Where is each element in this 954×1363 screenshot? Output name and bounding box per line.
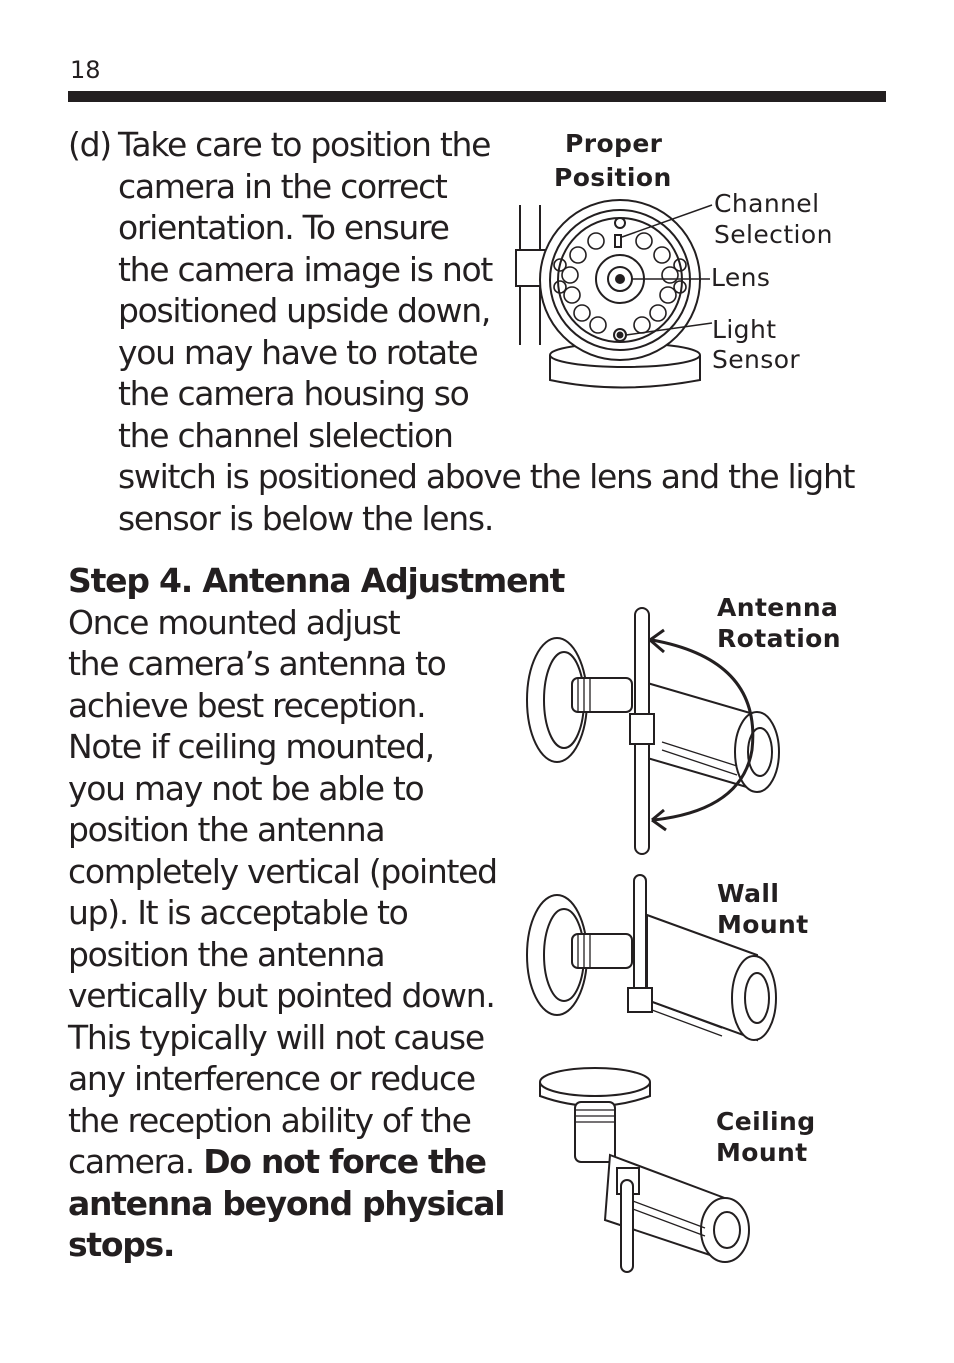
light-sensor-label: Sensor <box>712 345 801 374</box>
text-line: up). It is acceptable to <box>68 893 408 932</box>
ceiling-mount-illustration <box>535 1060 775 1275</box>
text-line: the reception ability of the <box>68 1100 471 1140</box>
text-line: any interference or reduce <box>68 1059 475 1098</box>
header-rule <box>68 91 886 102</box>
text-line: switch is positioned above the lens and the light <box>118 457 855 496</box>
text-line: the camera image is not <box>118 249 493 289</box>
proper-position-title: Position <box>554 163 672 192</box>
proper-position-title: Proper <box>565 129 663 158</box>
text-line: you may not be able to <box>68 768 424 808</box>
antenna-rotation-illustration <box>522 600 792 860</box>
ceiling-mount-label: Mount <box>716 1138 808 1167</box>
text-line: the channel slelection <box>118 415 453 455</box>
text-line: Take care to position the <box>118 125 491 164</box>
item-marker: (d) <box>68 125 111 164</box>
wall-mount-label: Wall <box>717 879 780 908</box>
text-line: the camera housing so <box>118 374 469 413</box>
light-sensor-label: Light <box>712 315 777 344</box>
text-line: position the antenna <box>68 934 385 974</box>
camera-front-illustration <box>510 195 710 400</box>
step-heading: Step 4. Antenna Adjustment <box>68 561 565 600</box>
text-line: you may have to rotate <box>118 332 478 372</box>
text-line: positioned upside down, <box>118 291 491 330</box>
antenna-rotation-label: Rotation <box>717 624 841 653</box>
text-line: position the antenna <box>68 810 385 849</box>
warning-text: Do not force the <box>203 1142 486 1181</box>
page-number: 18 <box>70 56 101 84</box>
text-line: orientation. To ensure <box>118 208 449 247</box>
text-line: achieve best reception. <box>68 685 426 725</box>
text-line: Once mounted adjust <box>68 602 400 642</box>
text-line: completely vertical (pointed <box>68 851 497 891</box>
text-line-mixed <box>68 1141 518 1183</box>
channel-selection-label: Channel <box>714 189 820 218</box>
wall-mount-illustration <box>522 870 782 1055</box>
warning-text: antenna beyond physical <box>68 1183 505 1223</box>
text-line: Note if ceiling mounted, <box>68 727 434 766</box>
plain-text: camera. <box>68 1142 204 1181</box>
text-line: vertically but pointed down. <box>68 976 495 1015</box>
text-line: This typically will not cause <box>68 1017 484 1057</box>
channel-selection-label: Selection <box>714 220 833 249</box>
warning-text: stops. <box>68 1225 175 1264</box>
lens-label: Lens <box>711 263 771 292</box>
text-line: sensor is below the lens. <box>118 498 494 538</box>
text-line: camera in the correct <box>118 166 447 206</box>
wall-mount-label: Mount <box>717 910 809 939</box>
text-line: the camera’s antenna to <box>68 644 446 683</box>
ceiling-mount-label: Ceiling <box>716 1107 816 1136</box>
antenna-rotation-label: Antenna <box>717 593 839 622</box>
step-4-section <box>68 560 565 1266</box>
